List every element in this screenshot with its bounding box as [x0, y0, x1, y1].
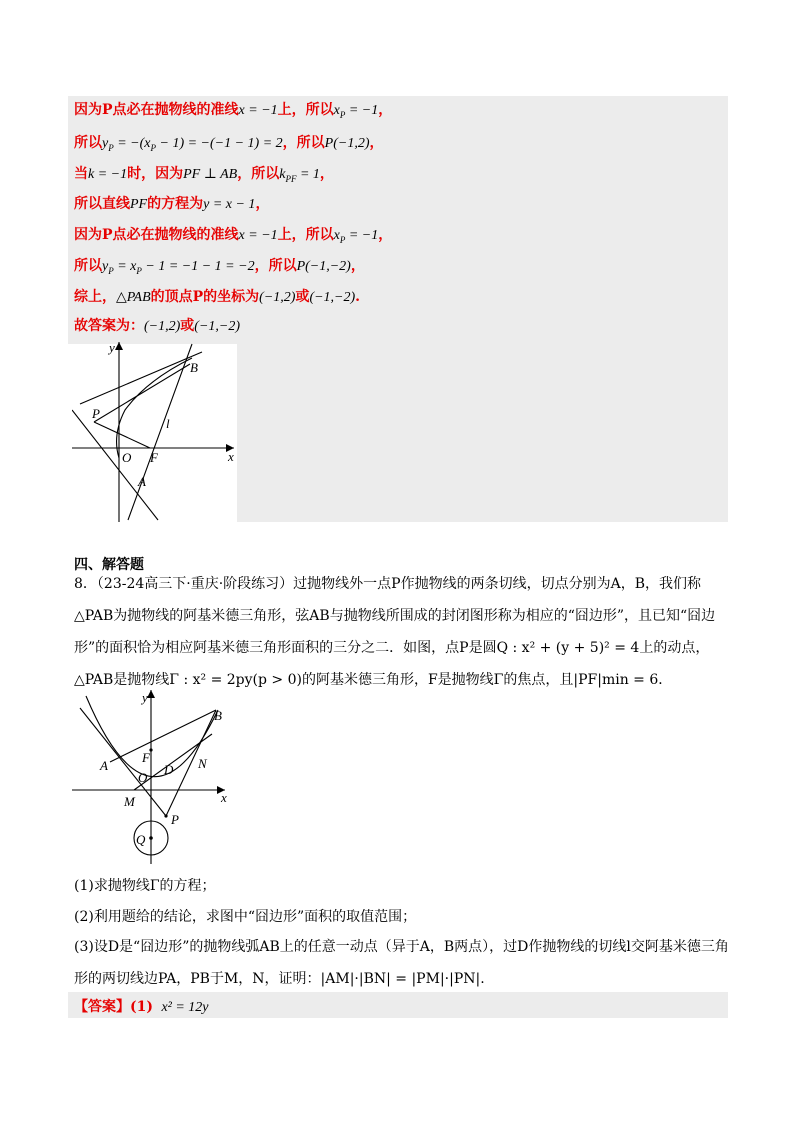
figure-2-label: B [214, 708, 222, 723]
question-3: (3)设D是“囧边形”的抛物线弧AB上的任意一动点（异于A，B两点），过D作抛物线的切线l交阿基米德三角形的两切线边PA，PB于M，N，证明：|AM|·|BN| = |PM|·|PN|. [74, 939, 729, 987]
problem-intro: 8．（23-24高三下·重庆·阶段练习）过抛物线外一点P作抛物线的两条切线，切点分别为A，B，我们称△PAB为抛物线的阿基米德三角形，弦AB与抛物线所围成的封闭图形称为相应的“囧边形”，且已知“囧边形”的面积恰为相应阿基米德三角形面积的三分之二．如图，点P是圆Q : x² + (y + 5)² = 4上的动点，△PAB是抛物线Γ : x² = 2py(p > 0)的阿基米德三角形，F是抛物线Γ的焦点，且|PF|min = 6． [74, 576, 716, 688]
solution-line-6: 所以$y_P = x_P - 1 = -1 - 1 = -2$，所以P(−1,−2)， [74, 258, 365, 276]
figure-1-label: O [122, 450, 132, 465]
answer-line [74, 996, 209, 1016]
figure-2-diagram [72, 686, 232, 866]
answer-label: 【答案】(1) [74, 999, 153, 1015]
solution-line-2: 所以$y_P = -(x_P - 1) = -(-1 - 1) = 2$，所以P(−1,2)， [74, 135, 384, 153]
figure-1-label: A [138, 474, 146, 489]
figure-2-label: y [142, 690, 148, 705]
solution-line-7: 综上，△PAB的顶点P的坐标为(−1,2)或(−1,−2). [74, 289, 361, 305]
figure-1-diagram [72, 340, 240, 524]
figure-1-label: P [92, 406, 100, 421]
figure-2-label: N [198, 756, 207, 771]
figure-background [237, 344, 728, 522]
solution-line-1: 因为P点必在抛物线的准线x = −1上，所以$x_P = -1$， [74, 102, 393, 120]
figure-2-label: Q [136, 832, 146, 847]
figure-2-label: O [138, 770, 148, 785]
figure-1-label: l [166, 416, 170, 431]
question-2: (2)利用题给的结论，求图中“囧边形”面积的取值范围； [74, 909, 417, 925]
solution-line-4: 所以直线PF的方程为y = x − 1， [74, 196, 270, 212]
figure-2-label: A [100, 758, 108, 773]
figure-1-label: B [190, 360, 198, 375]
figure-2-label: M [124, 794, 135, 809]
solution-line-5: 因为P点必在抛物线的准线x = −1上，所以$x_P = -1$， [74, 227, 393, 245]
figure-1-label: y [109, 340, 115, 355]
question-1: (1)求抛物线Γ的方程； [74, 878, 216, 894]
figure-2-label: F [142, 750, 150, 765]
figure-1-label: x [228, 449, 234, 464]
section-title: 四、解答题 [74, 557, 144, 573]
figure-2-label: D [164, 762, 174, 777]
figure-1-label: F [150, 450, 158, 465]
solution-line-8: 故答案为：(−1,2)或(−1,−2) [74, 318, 240, 334]
figure-2-label: x [221, 790, 227, 805]
figure-2-label: P [171, 812, 179, 827]
solution-line-3: 当k = −1时，因为PF ⊥ AB，所以$k_{PF} = 1$， [74, 166, 334, 184]
answer-value: x² = 12y [161, 1000, 209, 1015]
